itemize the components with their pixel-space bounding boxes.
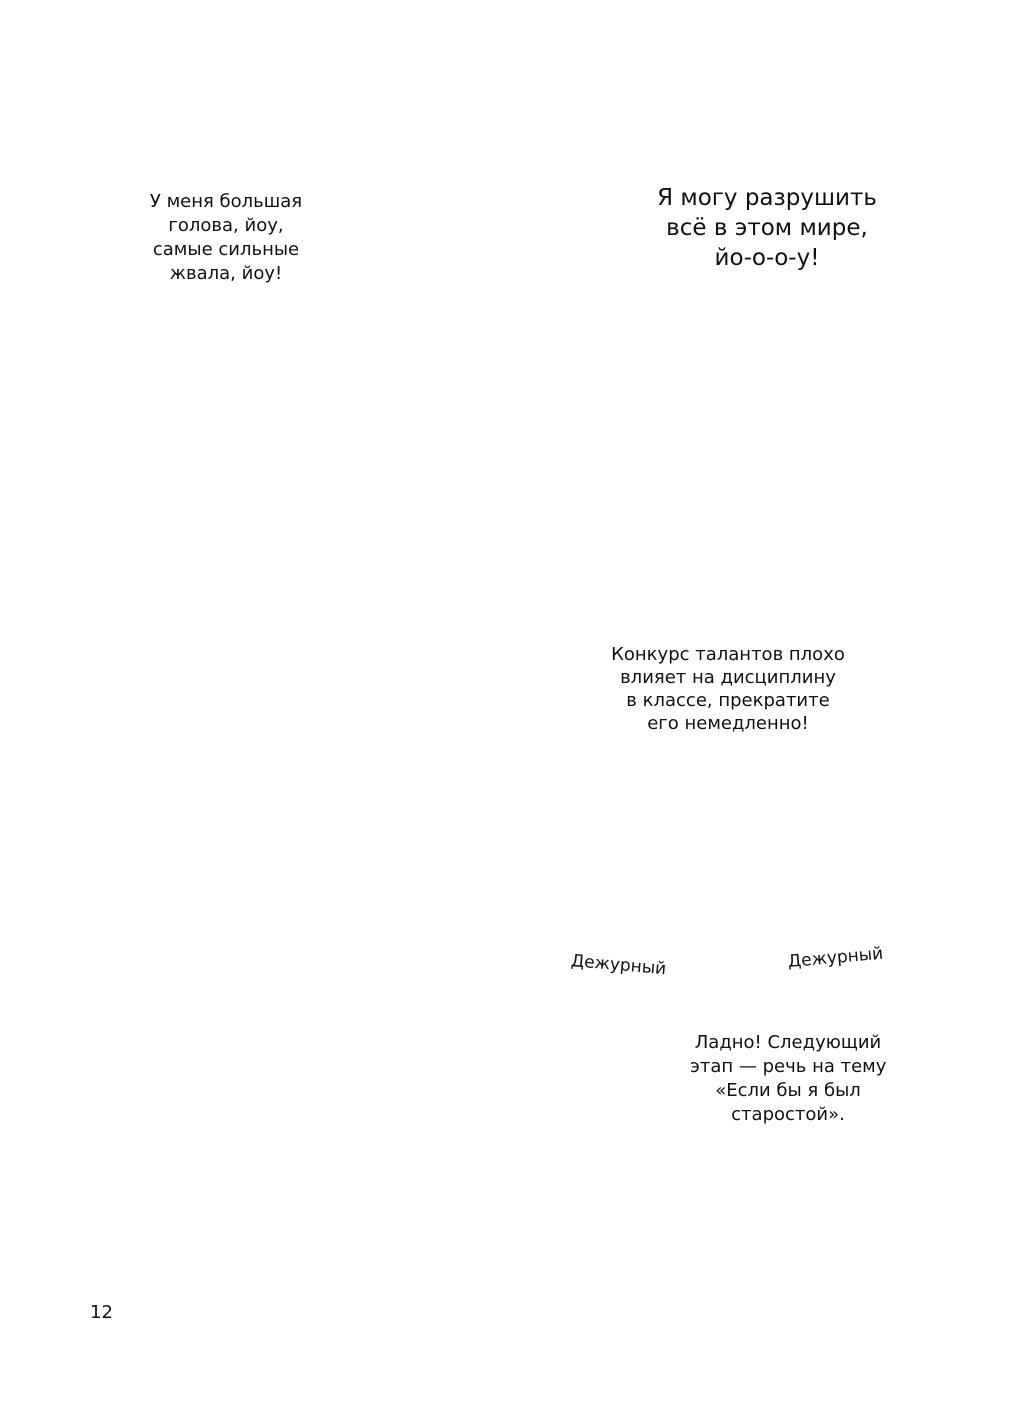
armband-label-right: Дежурный [787,943,885,972]
speech-balloon-next-stage [690,1031,886,1127]
balloon-line: самые сильные [152,239,300,260]
balloon-line: жвала, йоу! [169,263,283,284]
balloon-line: У меня большая [149,191,303,212]
speech-balloon-big-head [128,190,324,286]
balloon-line: в классе, прекратите [626,690,830,711]
speech-balloon-talent-contest [583,643,873,735]
balloon-line: «Если бы я был [715,1080,861,1101]
balloon-line: влияет на дисциплину [620,667,836,688]
armband-label-left: Дежурный [570,951,668,980]
balloon-line: старостой». [731,1104,845,1125]
balloon-line: его немедленно! [647,713,809,734]
balloon-line: Конкурс талантов плохо [611,644,845,665]
balloon-line: йо-о-о-у! [714,245,820,271]
balloon-line: всё в этом мире, [666,215,868,241]
balloon-line: голова, йоу, [168,215,284,236]
speech-balloon-destroy-world [622,183,912,273]
page-number: 12 [90,1302,113,1323]
balloon-line: Я могу разрушить [657,185,877,211]
balloon-line: Ладно! Следующий [694,1032,882,1053]
balloon-line: этап — речь на тему [690,1056,887,1077]
